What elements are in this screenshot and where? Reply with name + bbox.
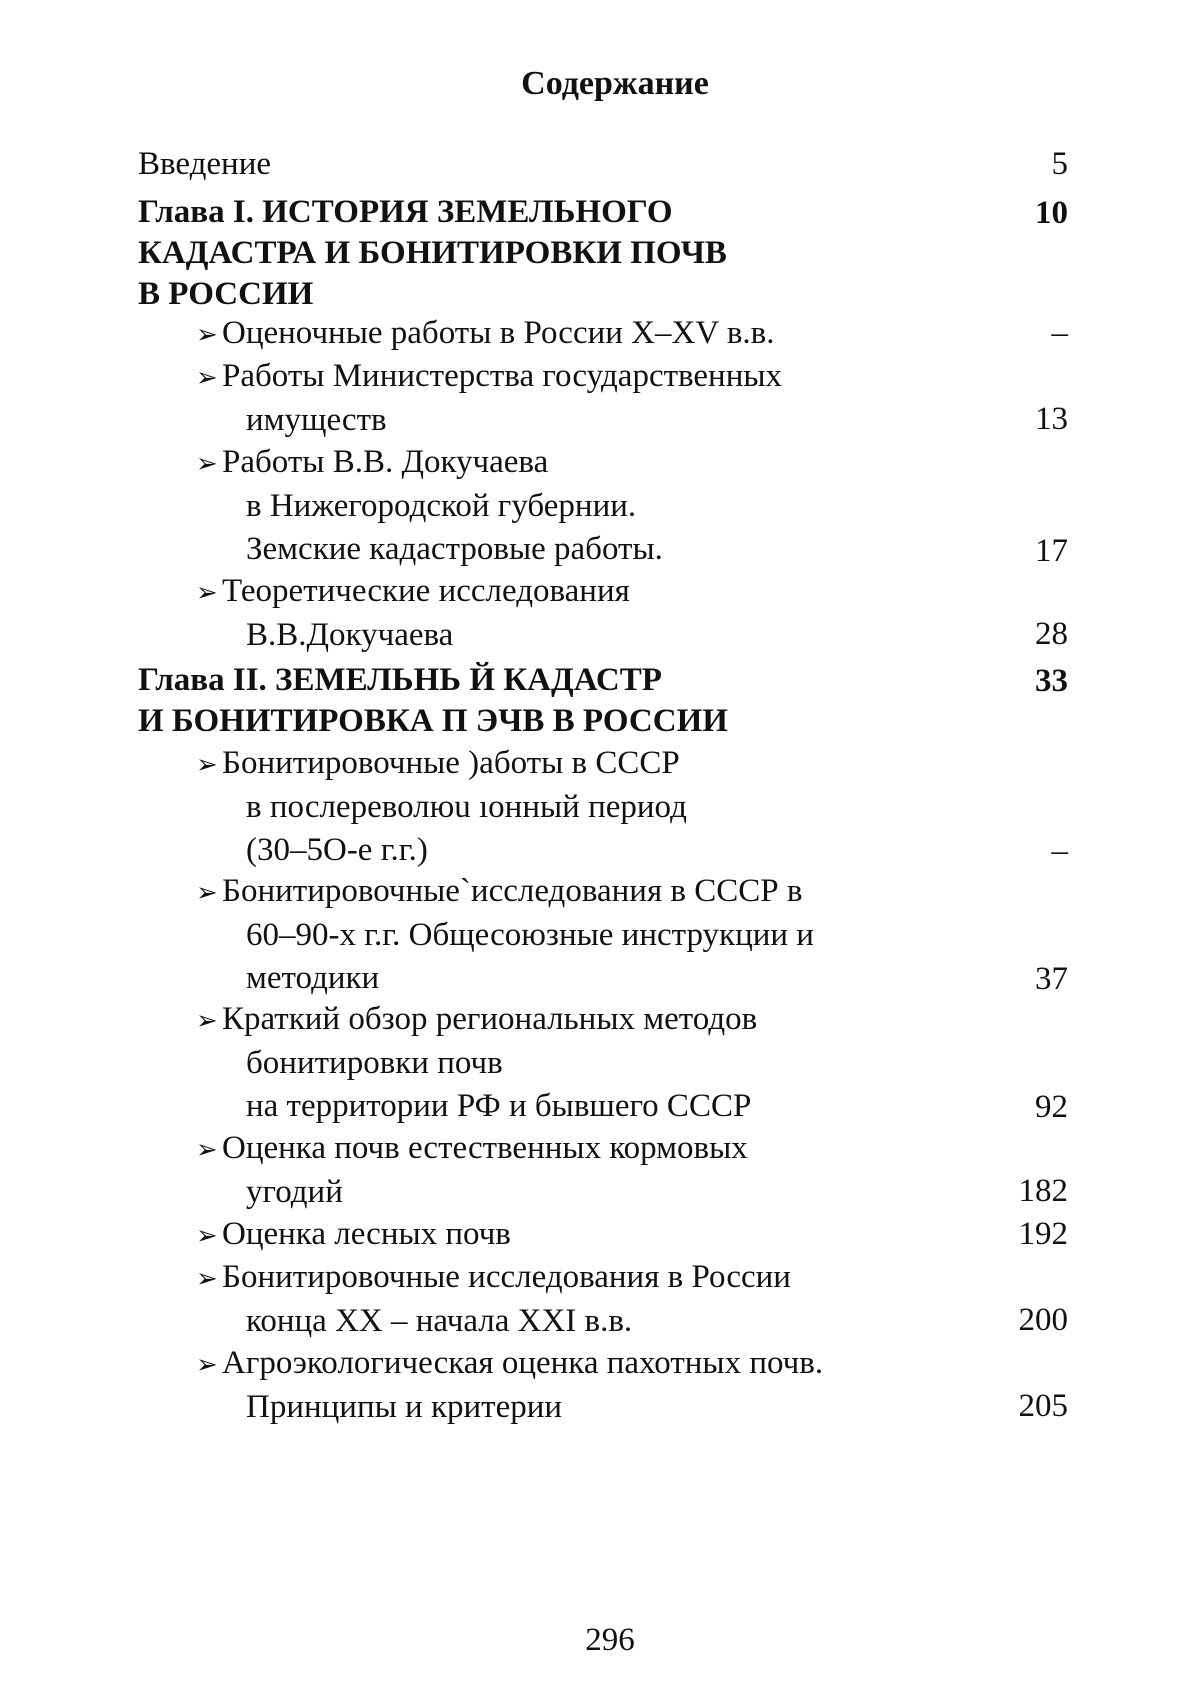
- toc-page-number: 37: [1035, 961, 1068, 997]
- toc-page-number: 205: [1018, 1388, 1068, 1424]
- toc-entry-text: Введение: [138, 146, 272, 182]
- toc-page-number: 13: [1035, 401, 1068, 437]
- toc-entry-introduction: [138, 143, 1068, 186]
- toc-entry-text: имуществ: [246, 402, 387, 438]
- toc-page-number: 182: [1018, 1173, 1068, 1209]
- toc-entry-text: угодий: [246, 1174, 343, 1210]
- toc-page-number: 5: [1051, 146, 1068, 182]
- toc-entry-text: Теоретические исследования: [222, 573, 630, 609]
- toc-entry-text: Бонитировочные исследования в России: [222, 1259, 791, 1295]
- toc-entry-text: Принципы и критерии: [246, 1389, 563, 1425]
- toc-subentry: [196, 1213, 1068, 1257]
- toc-entry-text: Агроэкологическая оценка пахотных почв.: [222, 1345, 824, 1381]
- arrow-bullet-icon: ➢: [196, 1264, 218, 1293]
- toc-entry-text: Работы В.В. Докучаева: [222, 444, 549, 480]
- toc-subentry: [196, 742, 1068, 872]
- toc-entry-text: бонитировки почв: [246, 1045, 503, 1081]
- toc-entry-text: Бонитировочные`исследования в СССР в: [222, 873, 803, 909]
- toc-page-number: 192: [1018, 1216, 1068, 1252]
- toc-page-number: –: [1051, 833, 1068, 869]
- toc-subentry: [196, 870, 1068, 1000]
- toc-chapter-title-line: КАДАСТРА И БОНИТИРОВКИ ПОЧВ: [138, 235, 727, 271]
- toc-page-number: 33: [1035, 663, 1068, 699]
- arrow-bullet-icon: ➢: [196, 1006, 218, 1035]
- toc-entry-text: Краткий обзор региональных методов: [222, 1001, 758, 1037]
- toc-chapter-title-line: В РОССИИ: [138, 276, 314, 312]
- arrow-bullet-icon: ➢: [196, 449, 218, 478]
- arrow-bullet-icon: ➢: [196, 1350, 218, 1379]
- toc-subentry: [196, 1342, 1068, 1429]
- toc-subentry: [196, 570, 1068, 657]
- page-title: Содержание: [521, 65, 709, 102]
- toc-page-number: 10: [1035, 195, 1068, 231]
- toc-subentry: [196, 441, 1068, 571]
- toc-entry-text: методики: [246, 960, 380, 996]
- toc-entry-text: конца XX – начала XXI в.в.: [246, 1303, 633, 1339]
- toc-subentry: [196, 1127, 1068, 1214]
- page-number-footer: 296: [585, 1622, 635, 1658]
- toc-entry-text: Оценочные работы в России X–XV в.в.: [222, 315, 775, 351]
- toc-page-number: 17: [1035, 533, 1068, 569]
- toc-entry-text: Бонитировочные )аботы в СССР: [222, 745, 680, 781]
- toc-chapter-title-line: Глава II. ЗЕМЕЛЬНЬ Й КАДАСТР: [138, 662, 662, 698]
- arrow-bullet-icon: ➢: [196, 363, 218, 392]
- toc-entry-text: Оценка почв естественных кормовых: [222, 1130, 748, 1166]
- arrow-bullet-icon: ➢: [196, 1221, 218, 1250]
- arrow-bullet-icon: ➢: [196, 1135, 218, 1164]
- toc-page-number: 92: [1035, 1089, 1068, 1125]
- toc-chapter-1: [138, 192, 1068, 315]
- toc-entry-text: на территории РФ и бывшего СССР: [246, 1088, 752, 1124]
- arrow-bullet-icon: ➢: [196, 878, 218, 907]
- toc-entry-text: в Нижегородской губернии.: [246, 488, 637, 524]
- toc-subentry: [196, 355, 1068, 442]
- toc-entry-text: В.В.Докучаева: [246, 617, 454, 653]
- toc-entry-text: Оценка лесных почв: [222, 1216, 511, 1252]
- toc-entry-text: (30–5О-е г.г.): [246, 832, 428, 868]
- toc-chapter-title-line: Глава I. ИСТОРИЯ ЗЕМЕЛЬНОГО: [138, 194, 673, 230]
- toc-entry-text: в послереволюu ıонный период: [246, 789, 687, 825]
- toc-chapter-2: [138, 660, 1068, 742]
- toc-entry-text: Работы Министерства государственных: [222, 358, 783, 394]
- arrow-bullet-icon: ➢: [196, 750, 218, 779]
- toc-subentry: [196, 1256, 1068, 1343]
- toc-page-number: 200: [1018, 1302, 1068, 1338]
- toc-chapter-title-line: И БОНИТИРОВКА П ЭЧВ В РОССИИ: [138, 703, 728, 739]
- toc-page-number: –: [1051, 315, 1068, 351]
- toc-subentry: [196, 998, 1068, 1128]
- toc-entry-text: 60–90-х г.г. Общесоюзные инструкции и: [246, 917, 814, 953]
- toc-entry-text: Земские кадастровые работы.: [246, 531, 663, 567]
- toc-page-number: 28: [1035, 616, 1068, 652]
- arrow-bullet-icon: ➢: [196, 320, 218, 349]
- toc-subentry: [196, 312, 1068, 356]
- arrow-bullet-icon: ➢: [196, 578, 218, 607]
